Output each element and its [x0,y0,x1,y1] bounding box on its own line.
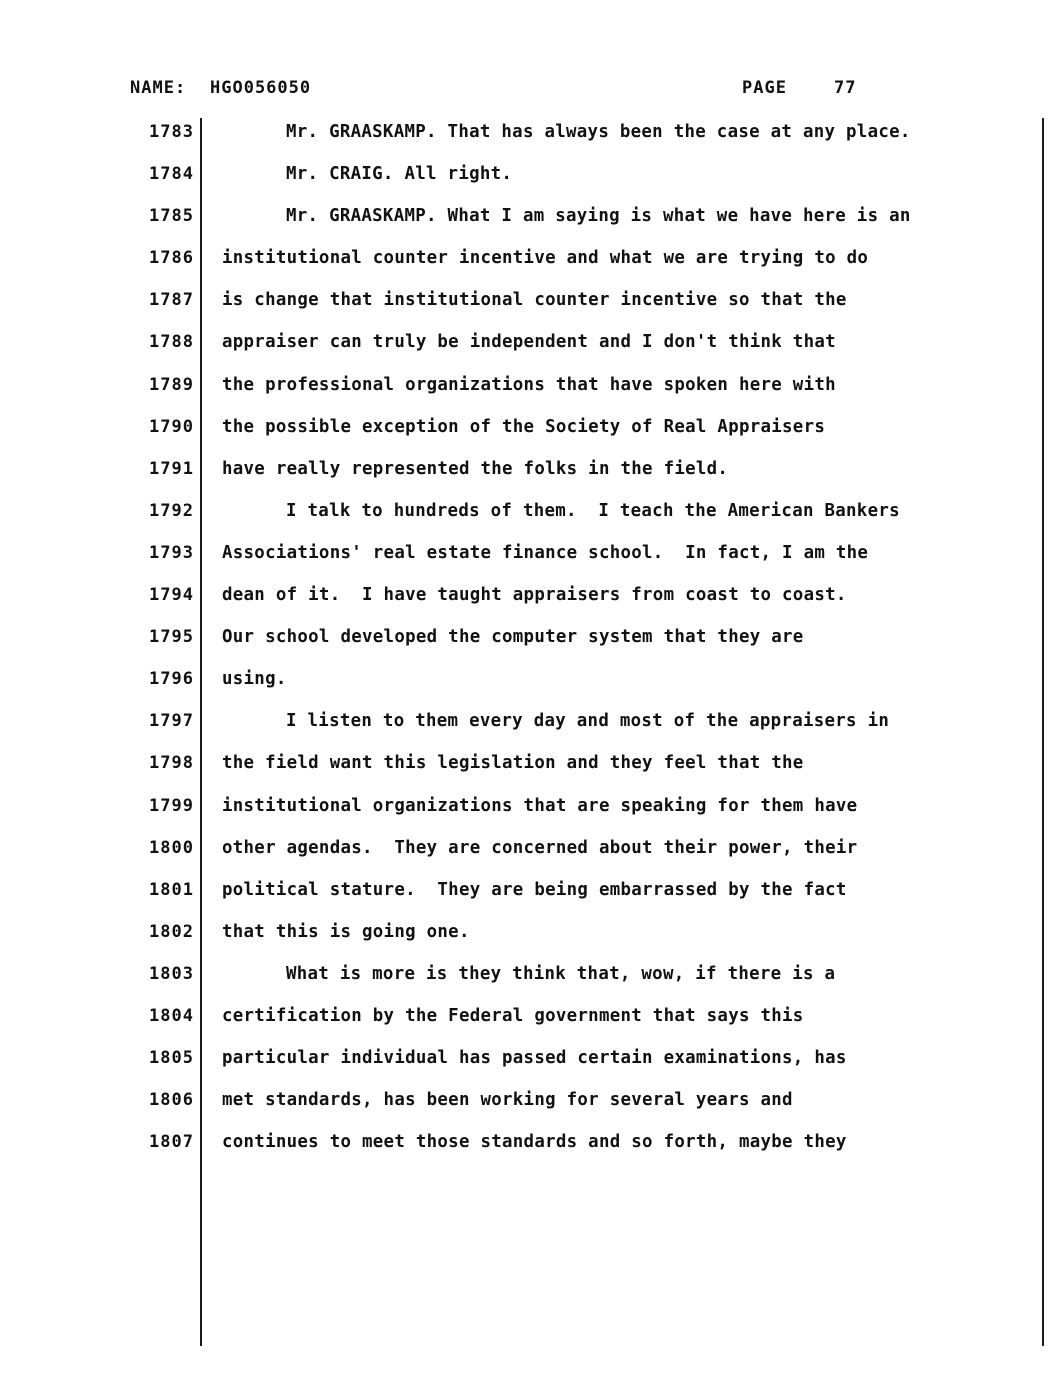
transcript-line [0,286,1062,328]
line-number: 1784 [149,164,194,185]
transcript-line [0,834,1062,876]
transcript-line [0,328,1062,370]
line-text: met standards, has been working for several years and [222,1090,793,1111]
line-number: 1803 [149,963,194,984]
transcript-line [0,118,1062,160]
line-number: 1802 [149,921,194,942]
line-number: 1785 [149,206,194,227]
line-number: 1792 [149,500,194,521]
transcript-line [0,792,1062,834]
line-number: 1805 [149,1048,194,1069]
line-text: is change that institutional counter incentive so that the [222,290,847,311]
line-text: have really represented the folks in the field. [222,458,729,479]
transcript-line [0,497,1062,539]
page-number: 77 [834,78,857,98]
line-text: Our school developed the computer system that they are [222,627,804,648]
name-label: NAME: [130,78,187,98]
line-number: 1798 [149,753,194,774]
transcript-line [0,960,1062,1002]
line-text: other agendas. They are concerned about their power, their [222,837,858,858]
transcript-line [0,455,1062,497]
page-label: PAGE [742,78,787,98]
transcript-line [0,202,1062,244]
page-header [0,78,1062,102]
line-number: 1791 [149,458,194,479]
name-value: HGO056050 [210,78,312,98]
transcript-line [0,413,1062,455]
line-text: certification by the Federal government that says this [222,1005,804,1026]
line-number: 1801 [149,879,194,900]
line-text: appraiser can truly be independent and I don't think that [222,332,836,353]
line-number: 1794 [149,585,194,606]
line-number: 1787 [149,290,194,311]
line-number: 1807 [149,1132,194,1153]
transcript-line [0,623,1062,665]
line-text: Mr. CRAIG. All right. [286,164,513,185]
line-number: 1790 [149,416,194,437]
transcript-line [0,918,1062,960]
transcript-line [0,707,1062,749]
transcript-line [0,160,1062,202]
line-text: using. [222,669,287,690]
transcript-line [0,244,1062,286]
line-number: 1795 [149,627,194,648]
line-number: 1797 [149,711,194,732]
line-number: 1789 [149,374,194,395]
line-number: 1800 [149,837,194,858]
transcript-line [0,665,1062,707]
line-text: Mr. GRAASKAMP. What I am saying is what we have here is an [286,206,911,227]
transcript-line [0,371,1062,413]
line-number: 1806 [149,1090,194,1111]
line-number: 1796 [149,669,194,690]
line-text: I listen to them every day and most of the appraisers in [286,711,890,732]
line-number: 1783 [149,122,194,142]
transcript-line [0,876,1062,918]
line-text: political stature. They are being embarrassed by the fact [222,879,847,900]
line-text: dean of it. I have taught appraisers from coast to coast. [222,585,847,606]
line-text: continues to meet those standards and so forth, maybe they [222,1132,847,1153]
line-number: 1799 [149,795,194,816]
transcript-line [0,1128,1062,1170]
line-text: particular individual has passed certain examinations, has [222,1048,847,1069]
line-text: the possible exception of the Society of Real Appraisers [222,416,826,437]
line-text: institutional organizations that are speaking for them have [222,795,858,816]
line-text: Mr. GRAASKAMP. That has always been the case at any place. [286,122,911,142]
line-text: institutional counter incentive and what we are trying to do [222,248,869,269]
line-number: 1804 [149,1005,194,1026]
line-number: 1788 [149,332,194,353]
transcript-line [0,749,1062,791]
line-number: 1793 [149,542,194,563]
line-text: What is more is they think that, wow, if there is a [286,963,836,984]
transcript-line [0,1086,1062,1128]
line-text: the professional organizations that have spoken here with [222,374,836,395]
line-text: I talk to hundreds of them. I teach the American Bankers [286,500,900,521]
line-text: the field want this legislation and they feel that the [222,753,804,774]
transcript-line [0,539,1062,581]
line-text: that this is going one. [222,921,470,942]
line-text: Associations' real estate finance school. In fact, I am the [222,542,869,563]
transcript-line [0,1002,1062,1044]
transcript-line [0,1044,1062,1086]
line-number: 1786 [149,248,194,269]
transcript-lines [0,118,1062,1170]
transcript-line [0,581,1062,623]
